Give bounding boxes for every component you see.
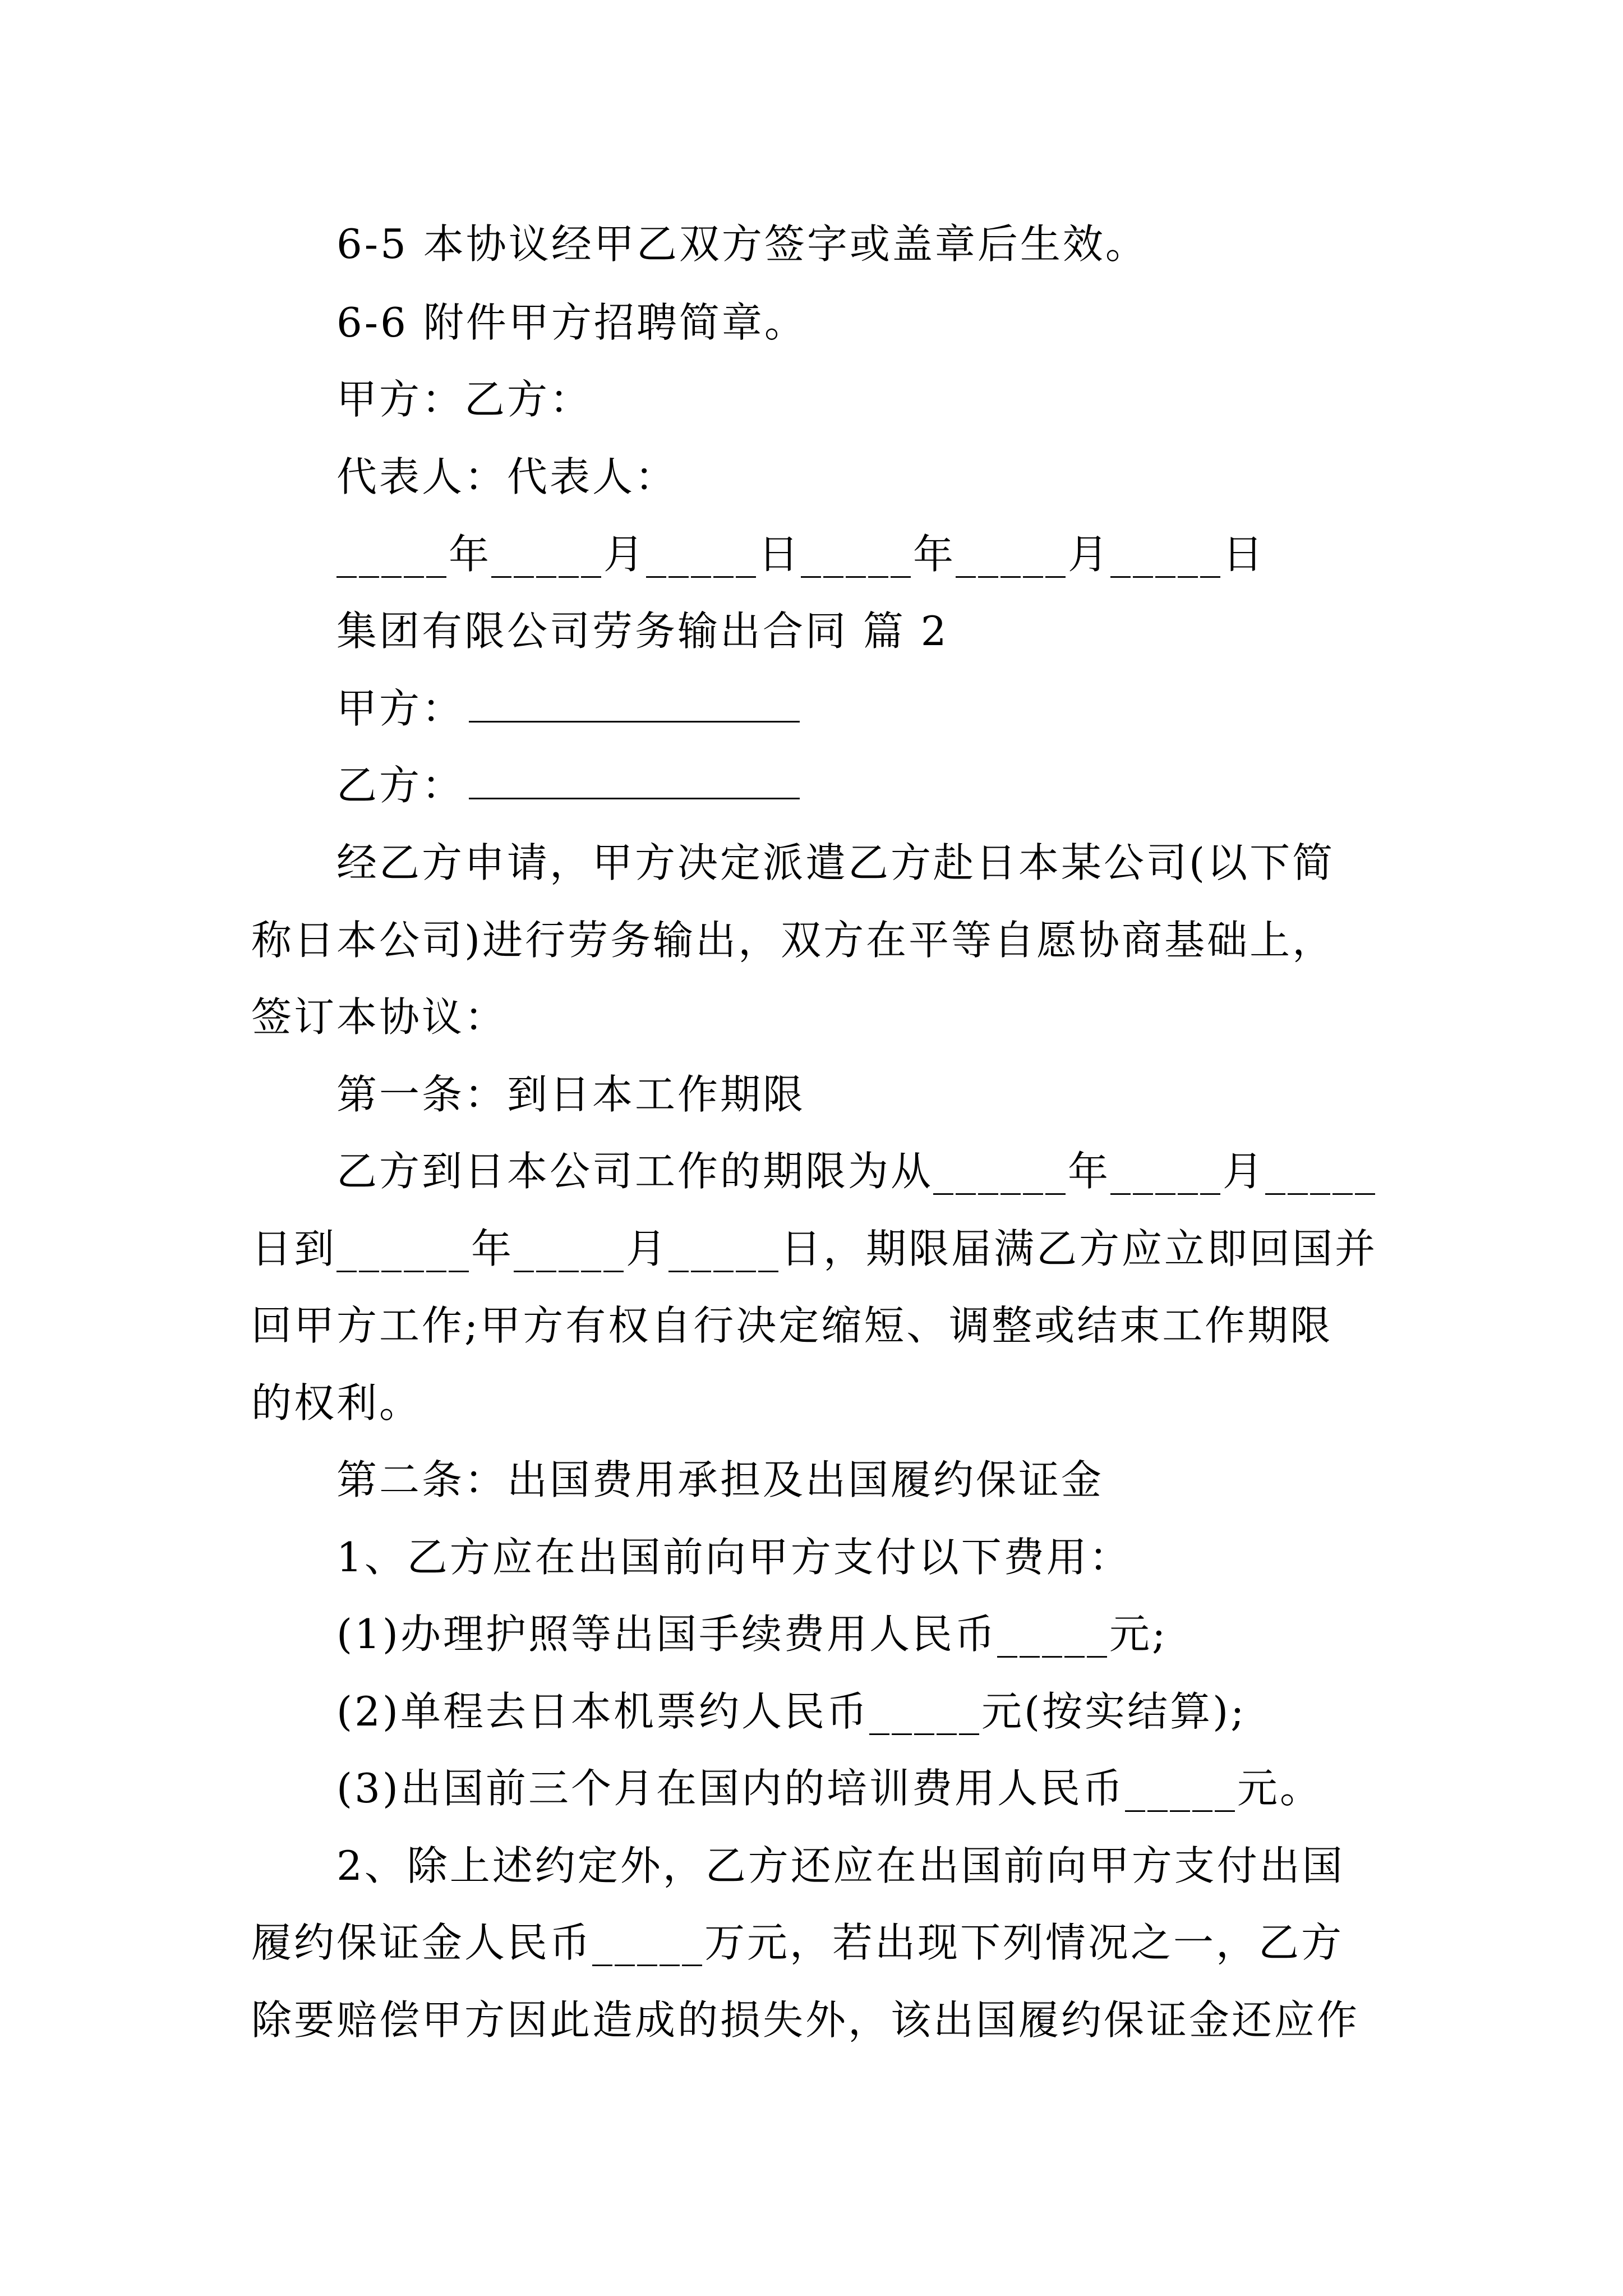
article-2-heading: 第二条：出国费用承担及出国履约保证金 — [336, 1456, 1104, 1503]
paragraph-line: 的权利。 — [251, 1379, 422, 1427]
paragraph-line: 称日本公司)进行劳务输出，双方在平等自愿协商基础上， — [251, 917, 1335, 964]
party-a-label: 甲方： — [336, 685, 465, 732]
paragraph-line: 履约保证金人民币_____万元，若出现下列情况之一，乙方 — [251, 1919, 1344, 1966]
paragraph-line: 乙方到日本公司工作的期限为从______年_____月_____ — [336, 1148, 1378, 1195]
clause-6-6: 6-6 附件甲方招聘简章。 — [336, 299, 807, 346]
party-a-blank — [469, 689, 800, 723]
party-b-blank — [469, 766, 800, 799]
party-b-label: 乙方： — [336, 762, 465, 809]
paragraph-line: 回甲方工作;甲方有权自行决定缩短、调整或结束工作期限 — [251, 1302, 1333, 1349]
paragraph-line: 签订本协议： — [251, 993, 508, 1041]
paragraph-line: 经乙方申请，甲方决定派遣乙方赴日本某公司(以下简 — [336, 839, 1335, 886]
paragraph-line: 日到______年_____月_____日，期限届满乙方应立即回国并 — [251, 1225, 1378, 1272]
fee-item-2: (2)单程去日本机票约人民币_____元(按实结算); — [336, 1688, 1247, 1735]
paragraph-line: 除要赔偿甲方因此造成的损失外，该出国履约保证金还应作 — [251, 1996, 1360, 2044]
clause-6-5: 6-5 本协议经甲乙双方签字或盖章后生效。 — [336, 220, 1148, 268]
date-line: _____年_____月_____日_____年_____月_____日 — [336, 531, 1266, 578]
parties-line: 甲方：乙方： — [336, 376, 593, 423]
fee-item-1: (1)办理护照等出国手续费用人民币_____元; — [336, 1611, 1168, 1658]
representatives-line: 代表人：代表人： — [336, 453, 678, 500]
contract-heading: 集团有限公司劳务输出合同 篇 2 — [336, 608, 949, 655]
paragraph-line: 1、乙方应在出国前向甲方支付以下费用： — [336, 1534, 1132, 1581]
paragraph-line: 2、除上述约定外，乙方还应在出国前向甲方支付出国 — [336, 1842, 1345, 1889]
party-a-row — [336, 680, 800, 737]
article-1-heading: 第一条：到日本工作期限 — [336, 1071, 806, 1118]
fee-item-3: (3)出国前三个月在国内的培训费用人民币_____元。 — [336, 1765, 1322, 1812]
party-b-row — [336, 757, 800, 813]
